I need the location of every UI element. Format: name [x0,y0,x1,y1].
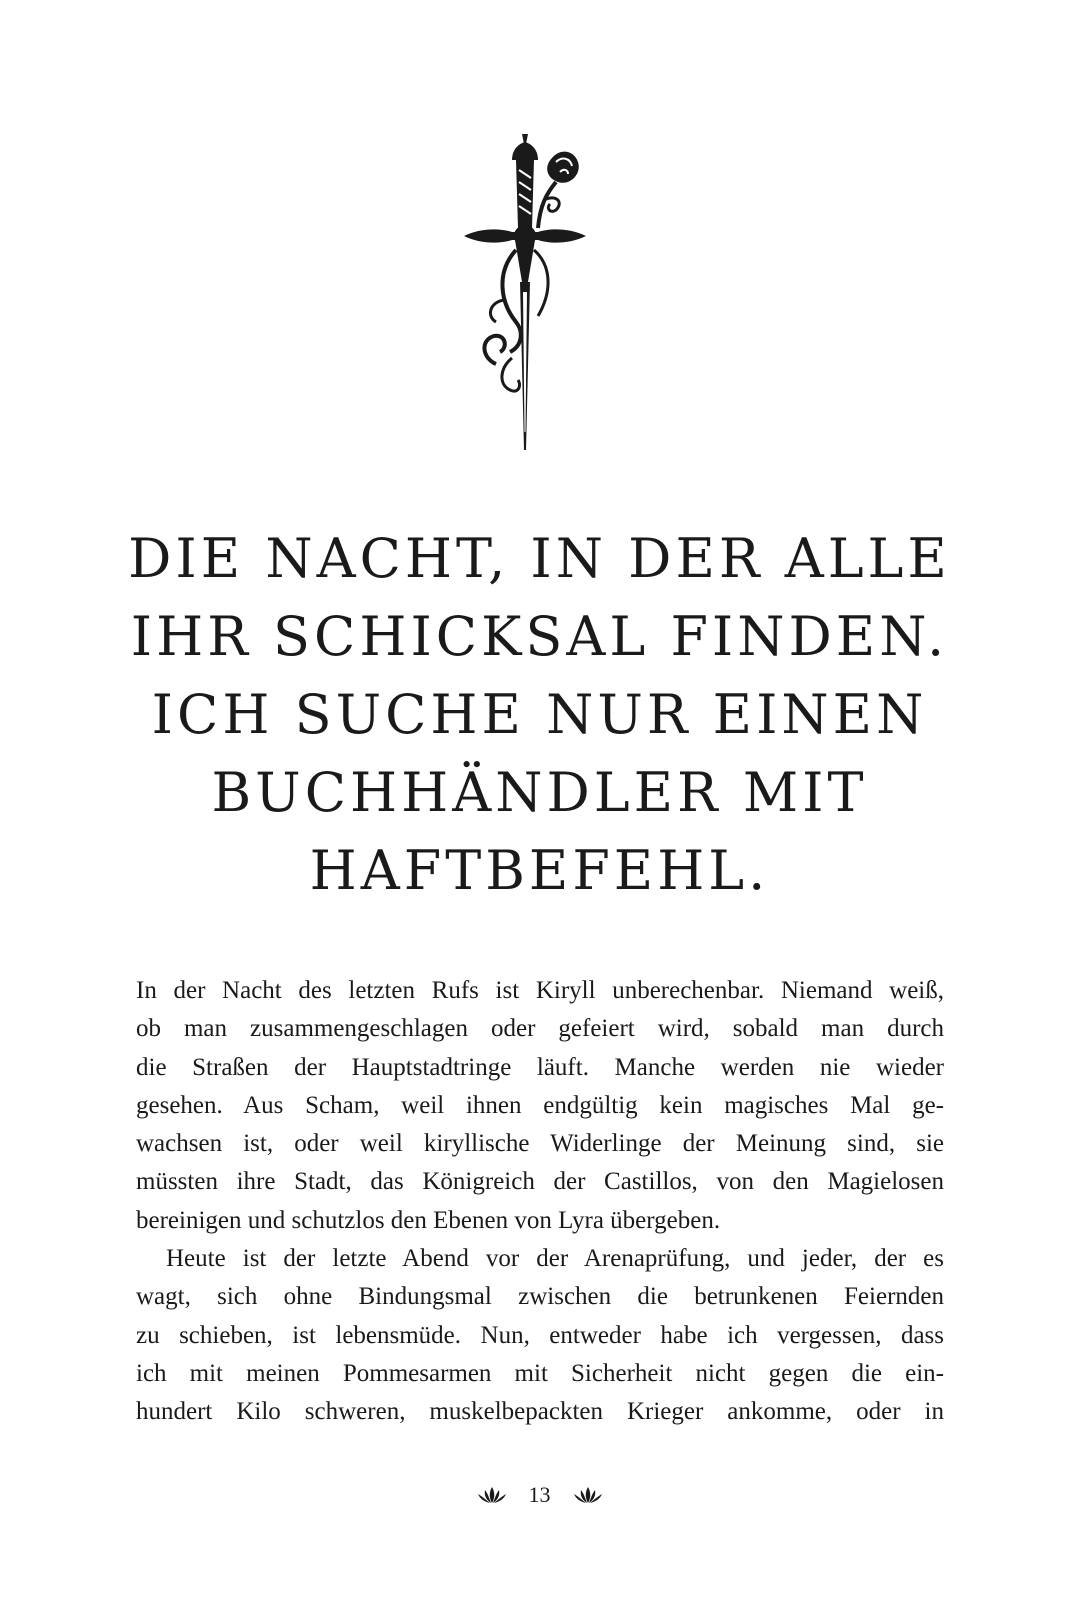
text-line: In der Nacht des letzten Rufs ist Kiryll unberechenbar. Niemand weiß, [136,977,944,1004]
chapter-title-line: BUCHHÄNDLER MIT [211,761,868,824]
dagger-with-rose-icon [460,132,590,462]
text-line: gesehen. Aus Scham, weil ihnen endgültig kein magisches Mal ge- [136,1091,944,1119]
text-line: zu schieben, ist lebensmüde. Nun, entweder habe ich vergessen, dass [136,1321,944,1349]
text-line: die Straßen der Hauptstadtringe läuft. Manche werden nie wieder [136,1053,944,1081]
text-line: bereinigen und schutzlos den Ebenen von Lyra übergeben. [136,1206,721,1234]
lotus-icon [573,1485,603,1505]
text-line: Heute ist der letzte Abend vor der Arenaprüfung, und jeder, der es [166,1245,944,1273]
text-line: hundert Kilo schweren, muskelbepackten Krieger ankomme, oder in [136,1398,944,1426]
chapter-title [100,520,979,910]
chapter-title-line: DIE NACHT, IN DER ALLE [128,527,951,590]
chapter-title-line: IHR SCHICKSAL FINDEN. [130,605,949,668]
page-footer [0,1478,1079,1512]
text-line: wagt, sich ohne Bindungsmal zwischen die betrunkenen Feiernden [136,1283,944,1311]
lotus-icon [477,1485,507,1505]
page-number: 13 [528,1482,551,1507]
chapter-title-line: HAFTBEFEHL. [309,839,770,902]
text-line: müssten ihre Stadt, das Königreich der Castillos, von den Magielosen [136,1168,944,1196]
text-line: ich mit meinen Pommesarmen mit Sicherheit nicht gegen die ein- [136,1359,944,1387]
chapter-title-line: ICH SUCHE NUR EINEN [151,683,928,746]
text-line: wachsen ist, oder weil kiryllische Widerlinge der Meinung sind, sie [136,1130,944,1158]
body-text [136,972,944,1432]
text-line: ob man zusammengeschlagen oder gefeiert wird, sobald man durch [136,1015,944,1043]
